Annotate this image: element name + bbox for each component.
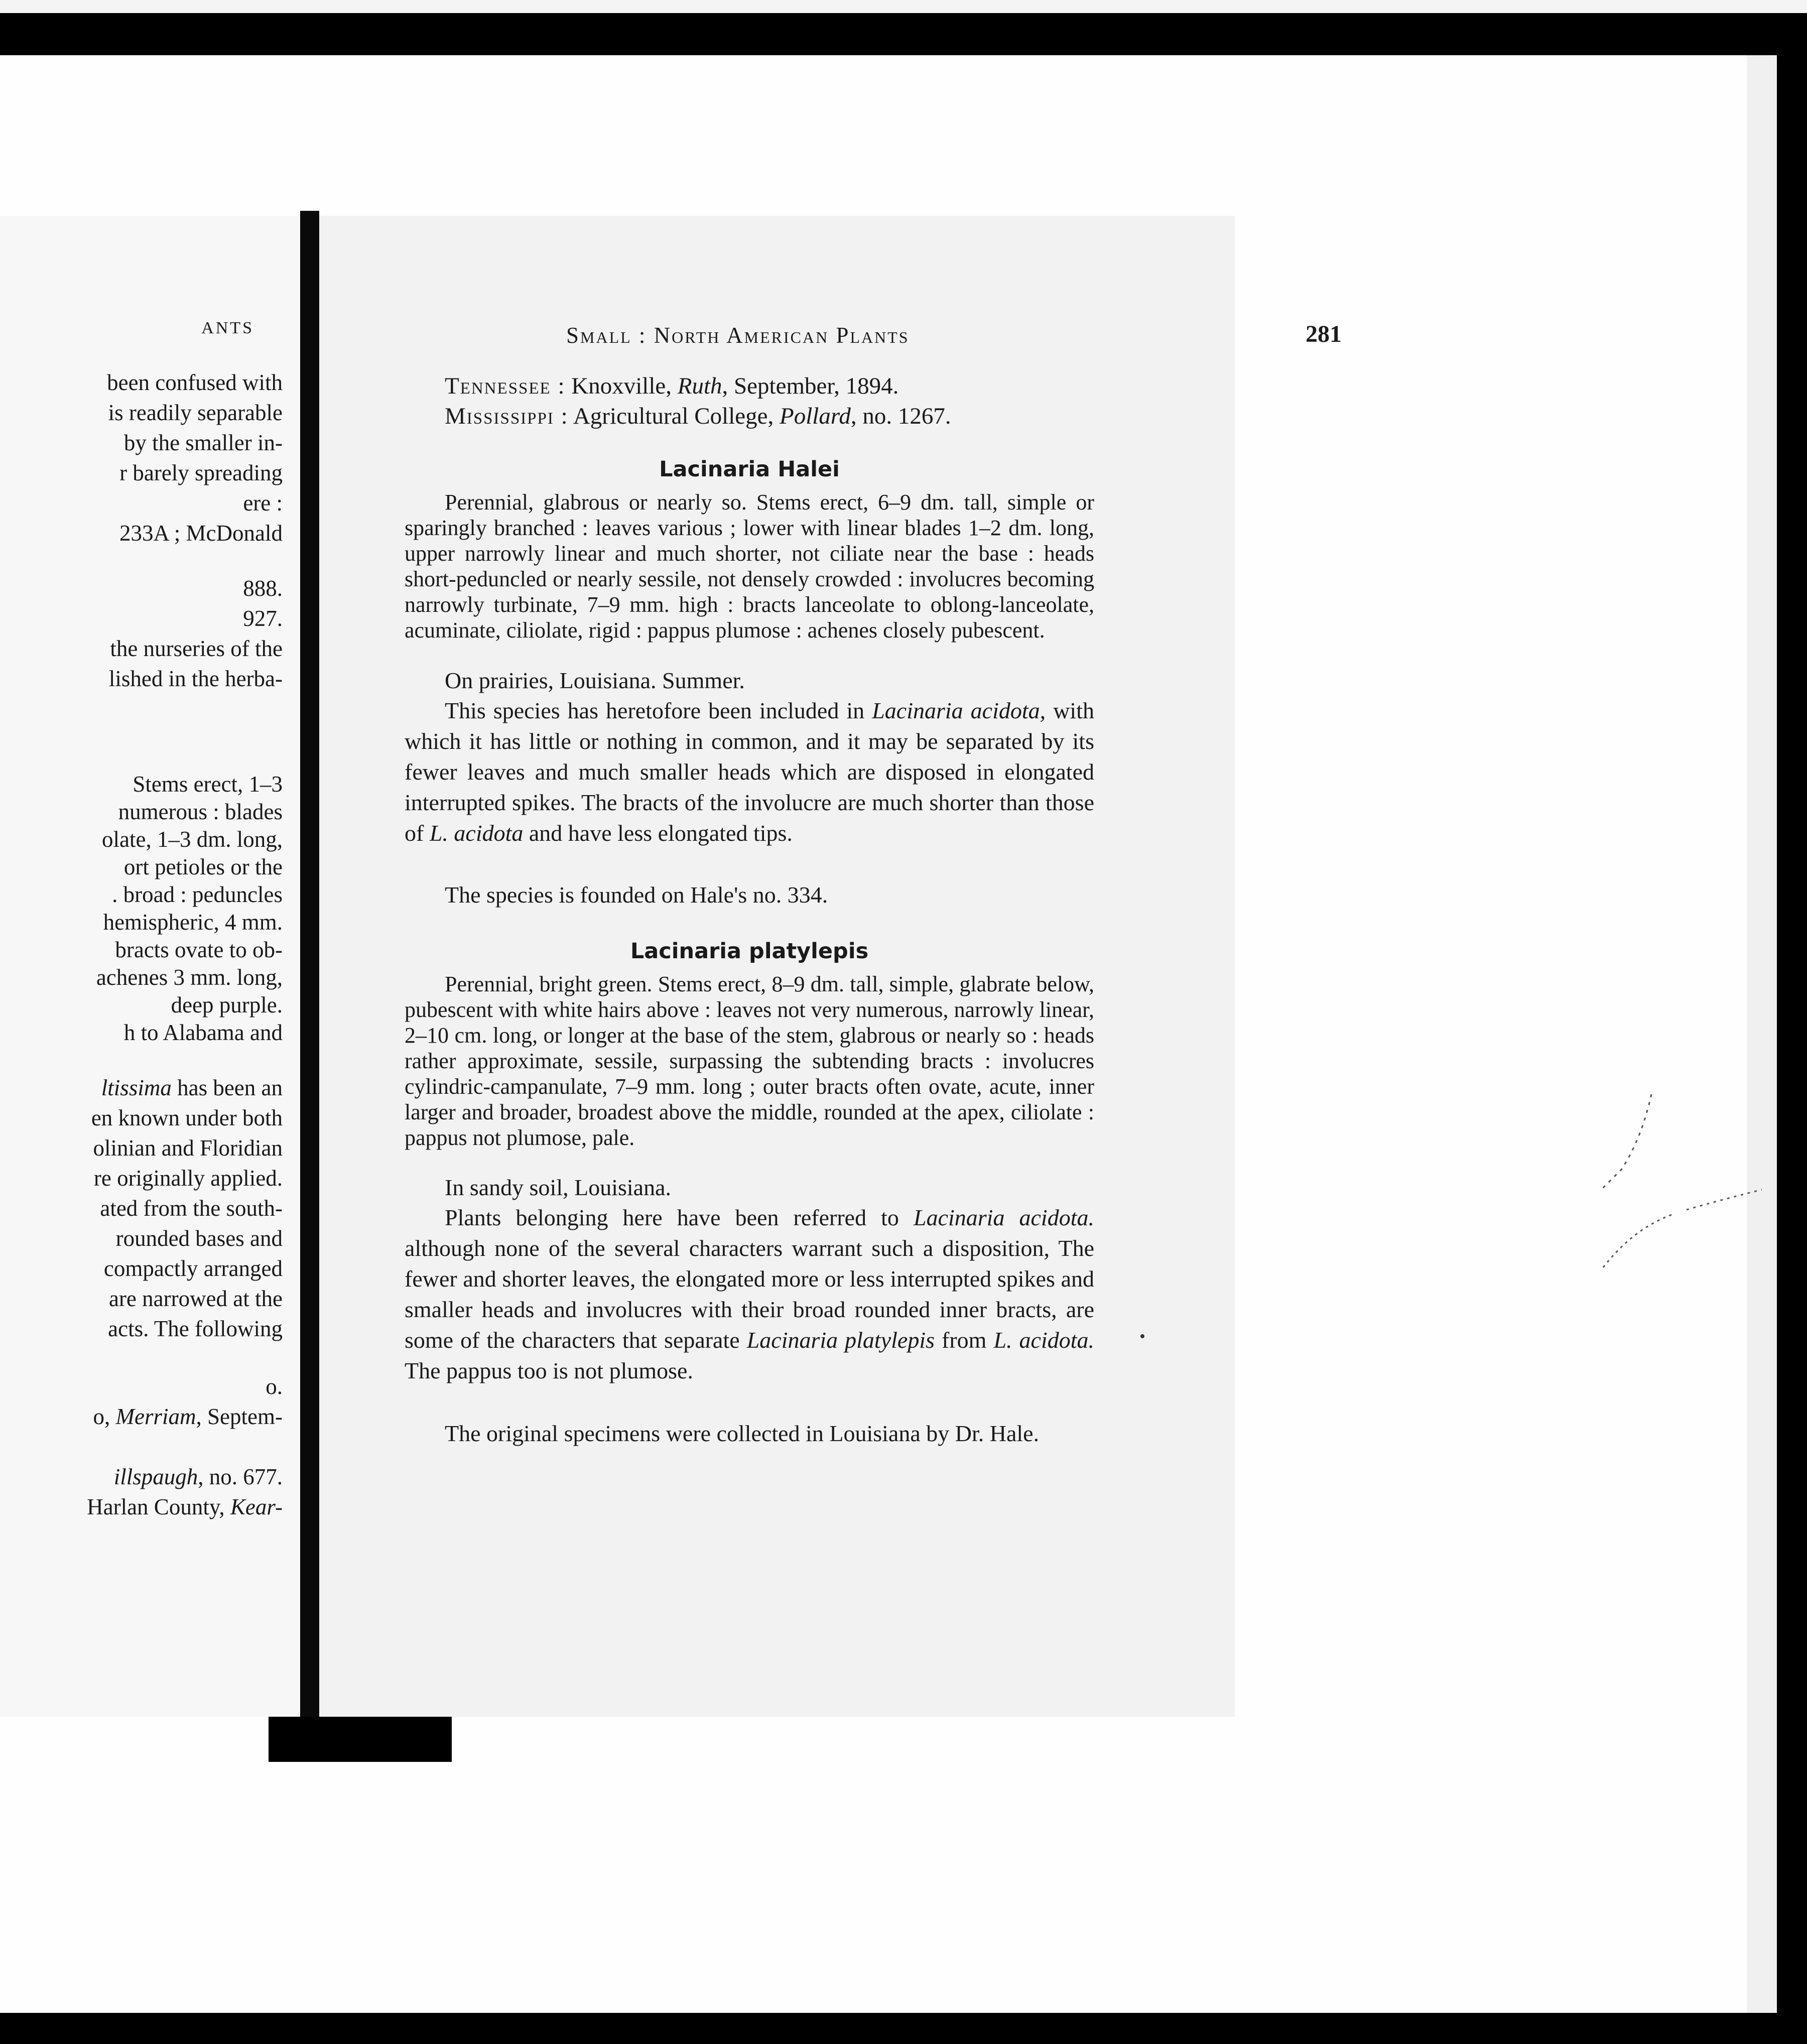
note-taxon: Lacinaria acidota. — [913, 1205, 1094, 1230]
left-page-line: en known under both — [91, 1105, 283, 1130]
left-page-line: been confused with — [107, 370, 283, 395]
stray-dot — [1140, 1334, 1144, 1338]
species-note-halei — [405, 695, 1094, 848]
left-page-line: numerous : blades — [118, 799, 283, 824]
locality-line-mississippi — [445, 403, 951, 430]
left-page-line: r barely spreading — [119, 460, 283, 485]
note-text: Plants belonging here have been referred to — [445, 1205, 914, 1230]
locality-text: Agricultural College, — [573, 403, 780, 429]
left-page-line: bracts ovate to ob- — [115, 937, 283, 962]
right-page — [319, 216, 1342, 1717]
species-heading-halei: Lacinaria Halei — [659, 457, 840, 482]
left-page-line: acts. The following — [108, 1316, 283, 1341]
note-taxon: Lacinaria platylepis — [746, 1327, 935, 1353]
note-taxon: L. acidota. — [993, 1327, 1094, 1353]
note-text: from — [935, 1327, 994, 1353]
species-note-platylepis — [405, 1202, 1094, 1386]
sheet-right-edge — [1747, 55, 1777, 2013]
note-text: and have less elongated tips. — [523, 820, 793, 846]
left-page-line: achenes 3 mm. long, — [96, 965, 283, 990]
left-page-line: by the smaller in- — [123, 430, 283, 455]
note-taxon: Lacinaria acidota, — [872, 698, 1046, 723]
scanner-clip — [269, 1717, 452, 1762]
left-page-line: olate, 1–3 dm. long, — [102, 827, 283, 852]
note-taxon: L. acidota — [429, 820, 524, 846]
left-page-line: lished in the herba- — [108, 666, 283, 691]
locality-line-tennessee — [445, 372, 898, 400]
left-page-line: Harlan County, Kear- — [87, 1494, 283, 1519]
left-page-line: h to Alabama and — [123, 1020, 283, 1045]
locality-text-end: , September, 1894. — [722, 373, 899, 399]
left-page-line: rounded bases and — [115, 1226, 283, 1251]
left-page-line: ere : — [243, 490, 283, 516]
left-page-line: compactly arranged — [103, 1256, 283, 1281]
species-type-note-halei: The species is founded on Hale's no. 334. — [445, 882, 828, 908]
left-page-line: . broad : peduncles — [112, 882, 283, 907]
left-running-head: ANTS — [201, 319, 254, 337]
species-habitat-platylepis: In sandy soil, Louisiana. — [445, 1175, 671, 1200]
left-page-line: the nurseries of the — [110, 636, 283, 661]
left-page-line: deep purple. — [171, 992, 283, 1017]
locality-state: Mississippi : — [445, 403, 569, 429]
species-type-note-platylepis: The original specimens were collected in Louisiana by Dr. Hale. — [445, 1421, 1040, 1446]
species-habitat-halei: On prairies, Louisiana. Summer. — [445, 668, 745, 693]
left-page-line: are narrowed at the — [108, 1286, 283, 1311]
locality-collector: Pollard — [780, 403, 851, 429]
species-description-platylepis: Perennial, bright green. Stems erect, 8–9 dm. tall, simple, glabrate below, pubescent with white hairs above : leaves not very numerous, narrowly linear, 2–10 cm. long, or longer at the base of the stem, glabrous or nearly so : heads rather approximate, sessile, surpassing the subtending bracts : involucres cylindric-campanulate, 7–9 mm. long ; outer bracts often ovate, acute, inner larger and broader, broadest above the middle, rounded at the apex, ciliolate : pappus not plumose, pale. — [405, 972, 1094, 1150]
running-head-title: Small : North American Plants — [566, 323, 910, 348]
species-description-halei: Perennial, glabrous or nearly so. Stems erect, 6–9 dm. tall, simple or sparingly branched : leaves various ; lower with linear blades 1–2 dm. long, upper narrowly linear and much shorter, not ciliate near the base : heads short-peduncled or nearly sessile, not densely crowded : involucres becoming narrowly turbinate, 7–9 mm. high : bracts lanceolate to oblong-lanceolate, acuminate, ciliolate, rigid : pappus plumose : achenes closely pubescent. — [405, 490, 1094, 643]
page-number: 281 — [1306, 321, 1342, 347]
left-page-line: hemispheric, 4 mm. — [103, 910, 283, 935]
left-page-line: is readily separable — [108, 400, 283, 425]
left-page-line: o, Merriam, Septem- — [93, 1404, 283, 1429]
locality-collector: Ruth — [677, 373, 722, 399]
left-page-line: Stems erect, 1–3 — [133, 772, 283, 797]
species-heading-platylepis: Lacinaria platylepis — [630, 939, 869, 964]
locality-text: Knoxville, — [571, 373, 678, 399]
book-spine — [300, 211, 319, 1727]
note-text: This species has heretofore been included in — [445, 698, 872, 723]
left-page-line: illspaugh, no. 677. — [113, 1464, 283, 1489]
left-page-line: olinian and Floridian — [93, 1135, 283, 1161]
scanner-top-edge — [0, 0, 1807, 13]
left-page-line: o. — [266, 1374, 283, 1399]
note-text: The pappus too is not plumose. — [405, 1358, 693, 1383]
left-page-line: ltissima has been an — [101, 1075, 283, 1100]
note-text: although none of the several characters warrant such a disposition, The fewer and shorter leaves, the elongated more or less interrupted spikes and smaller heads and involucres with their broad rounded inner bracts, are some of the characters that separate — [405, 1235, 1094, 1353]
left-page-line: 927. — [243, 606, 283, 631]
note-text: with which it has little or nothing in common, and it may be separated by its fewer leaves and much smaller heads which are disposed in elongated interrupted spikes. The bracts of the involucre are much shorter than those of — [405, 698, 1094, 846]
locality-text-end: , no. 1267. — [850, 403, 951, 429]
left-page-line: re originally applied. — [93, 1166, 283, 1191]
stray-pencil-marks — [1571, 1079, 1762, 1290]
left-page — [0, 216, 300, 1717]
left-page-line: 233A ; McDonald — [119, 521, 283, 546]
left-page-line: ated from the south- — [100, 1196, 283, 1221]
left-page-line: 888. — [243, 576, 283, 601]
left-page-line: ort petioles or the — [123, 854, 283, 879]
locality-state: Tennessee : — [445, 373, 566, 399]
